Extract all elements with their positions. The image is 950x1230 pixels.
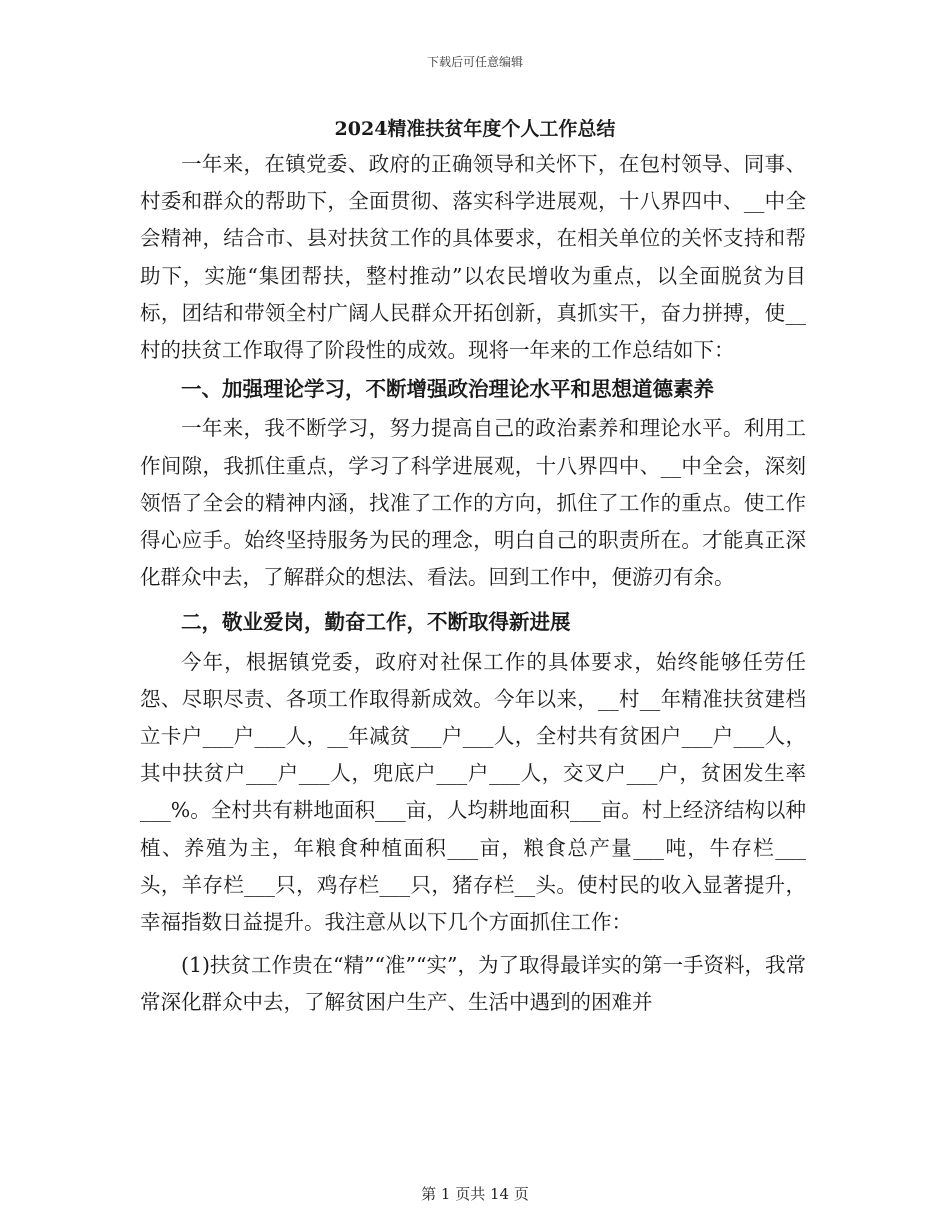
paragraph-work-progress: 今年，根据镇党委，政府对社保工作的具体要求，始终能够任劳任怨、尽职尽责、各项工作取得新成效。今年以来，__村__年精准扶贫建档立卡户___户___人，__年减贫___户___人，全村共有贫困户___户___人，其中扶贫户___户___人，兜底户___户___人，交叉户___户，贫困发生率___%。全村共有耕地面积___亩，人均耕地面积___亩。村上经济结构以种植、养殖为主，年粮食种植面积___亩，粮食总产量___吨，牛存栏___头，羊存栏___只，鸡存栏___只，猪存栏__头。使村民的收入显著提升，幸福指数日益提升。我注意从以下几个方面抓住工作：	[140, 649, 806, 935]
page-header: 下载后可任意编辑	[426, 55, 523, 69]
paragraph-item-1: (1)扶贫工作贵在“精”“准”“实”，为了取得最详实的第一手资料，我常常深化群众中去，了解贫困户生产、生活中遇到的困难并	[140, 953, 806, 1015]
paragraph-intro: 一年来，在镇党委、政府的正确领导和关怀下，在包村领导、同事、村委和群众的帮助下，全面贯彻、落实科学进展观，十八界四中、__中全会精神，结合市、县对扶贫工作的具体要求，在相关单位的关怀支持和帮助下，实施“集团帮扶，整村推动”以农民增收为重点，以全面脱贫为目标，团结和带领全村广阔人民群众开拓创新，真抓实干，奋力拼搏，使__村的扶贫工作取得了阶段性的成效。现将一年来的工作总结如下：	[140, 152, 806, 363]
document-title: 2024精准扶贫年度个人工作总结	[334, 118, 616, 140]
section-heading-2: 二，敬业爱岗，勤奋工作，不断取得新进展	[181, 610, 571, 635]
page-footer: 第 1 页共 14 页	[421, 1185, 529, 1203]
paragraph-theory-study: 一年来，我不断学习，努力提高自己的政治素养和理论水平。利用工作间隙，我抓住重点，学习了科学进展观，十八界四中、__中全会，深刻领悟了全会的精神内涵，找准了工作的方向，抓住了工作的重点。使工作得心应手。始终坚持服务为民的理念，明白自己的职责所在。才能真正深化群众中去，了解群众的想法、看法。回到工作中，便游刃有余。	[140, 416, 806, 590]
section-heading-1: 一、加强理论学习，不断增强政治理论水平和思想道德素养	[181, 377, 714, 402]
document-body	[140, 146, 806, 1022]
